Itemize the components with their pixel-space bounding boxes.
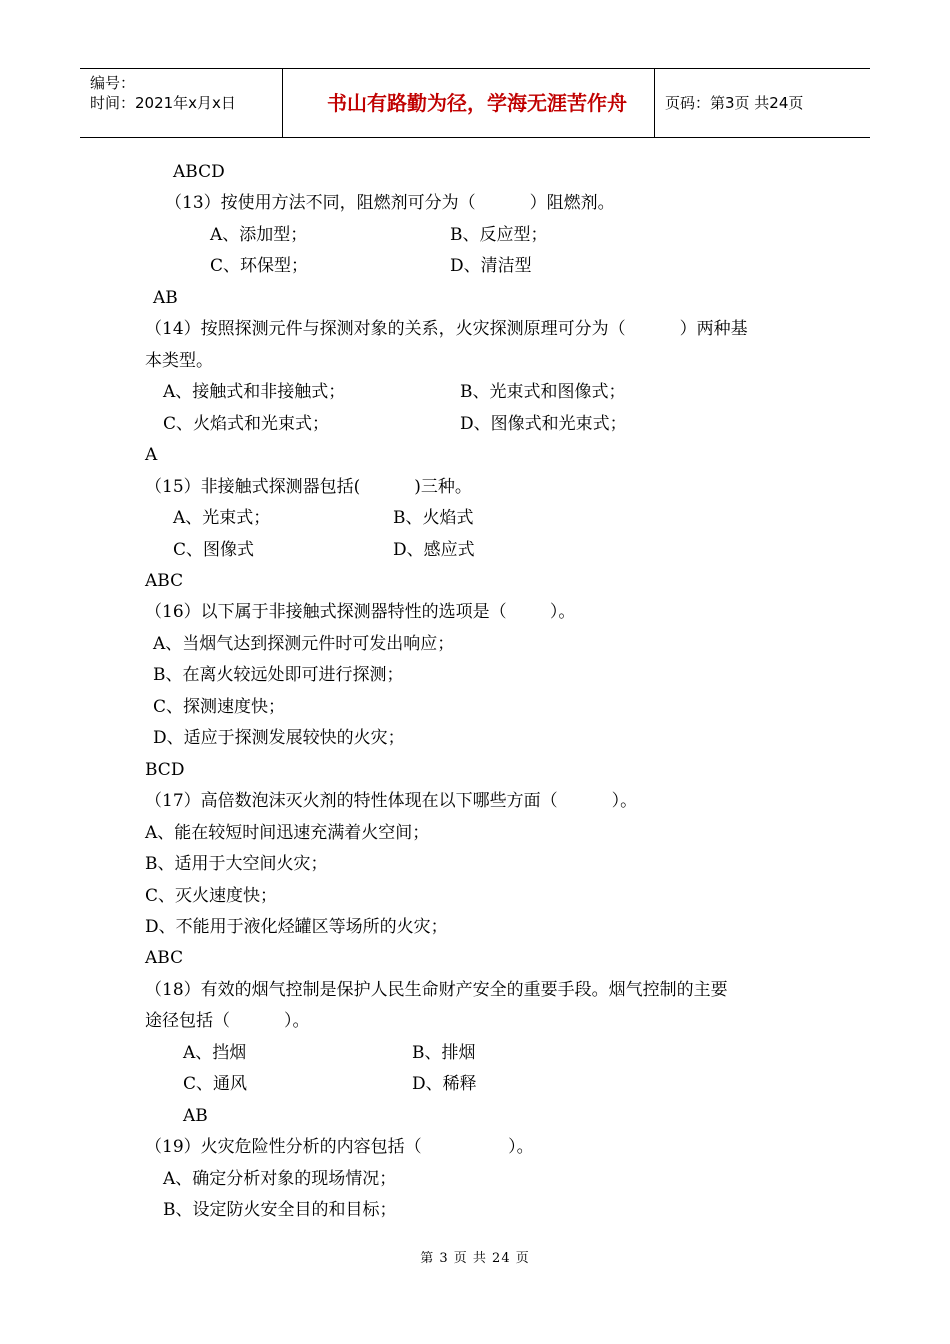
time-label: 时间：2021年x月x日 bbox=[90, 94, 236, 112]
option-line: C、环保型； bbox=[210, 256, 309, 276]
answer-line: ABCD bbox=[173, 162, 225, 182]
option-line: D、稀释 bbox=[412, 1074, 477, 1094]
option-line: C、图像式 bbox=[173, 540, 255, 560]
header-divider bbox=[282, 69, 283, 137]
question-line: （18）有效的烟气控制是保护人民生命财产安全的重要手段。烟气控制的主要 bbox=[145, 980, 728, 1000]
option-line: B、设定防火安全目的和目标； bbox=[163, 1200, 397, 1220]
option-line: A、光束式； bbox=[173, 508, 271, 528]
option-line: C、探测速度快； bbox=[153, 697, 286, 717]
option-line: D、适应于探测发展较快的火灾； bbox=[153, 728, 405, 748]
question-line: 本类型。 bbox=[145, 351, 213, 371]
option-line: C、灭火速度快； bbox=[145, 886, 278, 906]
option-line: B、火焰式 bbox=[393, 508, 474, 528]
answer-line: BCD bbox=[145, 760, 185, 780]
option-line: B、光束式和图像式； bbox=[460, 382, 626, 402]
answer-line: AB bbox=[153, 288, 178, 308]
question-line: （17）高倍数泡沫灭火剂的特性体现在以下哪些方面（ ）。 bbox=[145, 791, 638, 811]
option-line: D、不能用于液化烃罐区等场所的火灾； bbox=[145, 917, 448, 937]
option-line: B、在离火较远处即可进行探测； bbox=[153, 665, 404, 685]
option-line: A、确定分析对象的现场情况； bbox=[163, 1169, 397, 1189]
option-line: C、火焰式和光束式； bbox=[163, 414, 330, 434]
question-line: （14）按照探测元件与探测对象的关系，火灾探测原理可分为（ ）两种基 bbox=[145, 319, 748, 339]
question-line: （15）非接触式探测器包括( )三种。 bbox=[145, 477, 472, 497]
option-line: D、图像式和光束式； bbox=[460, 414, 627, 434]
option-line: B、适用于大空间火灾； bbox=[145, 854, 328, 874]
answer-line: ABC bbox=[145, 571, 184, 591]
option-line: A、挡烟 bbox=[183, 1043, 247, 1063]
question-line: 途径包括（ ）。 bbox=[145, 1011, 310, 1031]
question-line: （13）按使用方法不同，阻燃剂可分为（ ）阻燃剂。 bbox=[165, 193, 615, 213]
header-page-info: 页码：第3页 共24页 bbox=[665, 94, 804, 112]
answer-line: ABC bbox=[145, 948, 184, 968]
option-line: D、感应式 bbox=[393, 540, 475, 560]
option-line: C、通风 bbox=[183, 1074, 248, 1094]
option-line: B、排烟 bbox=[412, 1043, 476, 1063]
header-meta bbox=[90, 73, 236, 113]
option-line: D、清洁型 bbox=[450, 256, 532, 276]
page-header bbox=[80, 68, 870, 138]
option-line: B、反应型； bbox=[450, 225, 548, 245]
option-line: A、能在较短时间迅速充满着火空间； bbox=[145, 823, 430, 843]
question-line: （19）火灾危险性分析的内容包括（ ）。 bbox=[145, 1137, 534, 1157]
page-footer: 第 3 页 共 24 页 bbox=[420, 1251, 530, 1266]
answer-line: A bbox=[145, 445, 158, 465]
answer-line: AB bbox=[183, 1106, 208, 1126]
option-line: A、添加型； bbox=[210, 225, 308, 245]
number-label: 编号： bbox=[90, 74, 136, 92]
question-line: （16）以下属于非接触式探测器特性的选项是（ ）。 bbox=[145, 602, 576, 622]
option-line: A、接触式和非接触式； bbox=[163, 382, 346, 402]
option-line: A、当烟气达到探测元件时可发出响应； bbox=[153, 634, 455, 654]
header-motto: 书山有路勤为径，学海无涯苦作舟 bbox=[327, 91, 627, 115]
